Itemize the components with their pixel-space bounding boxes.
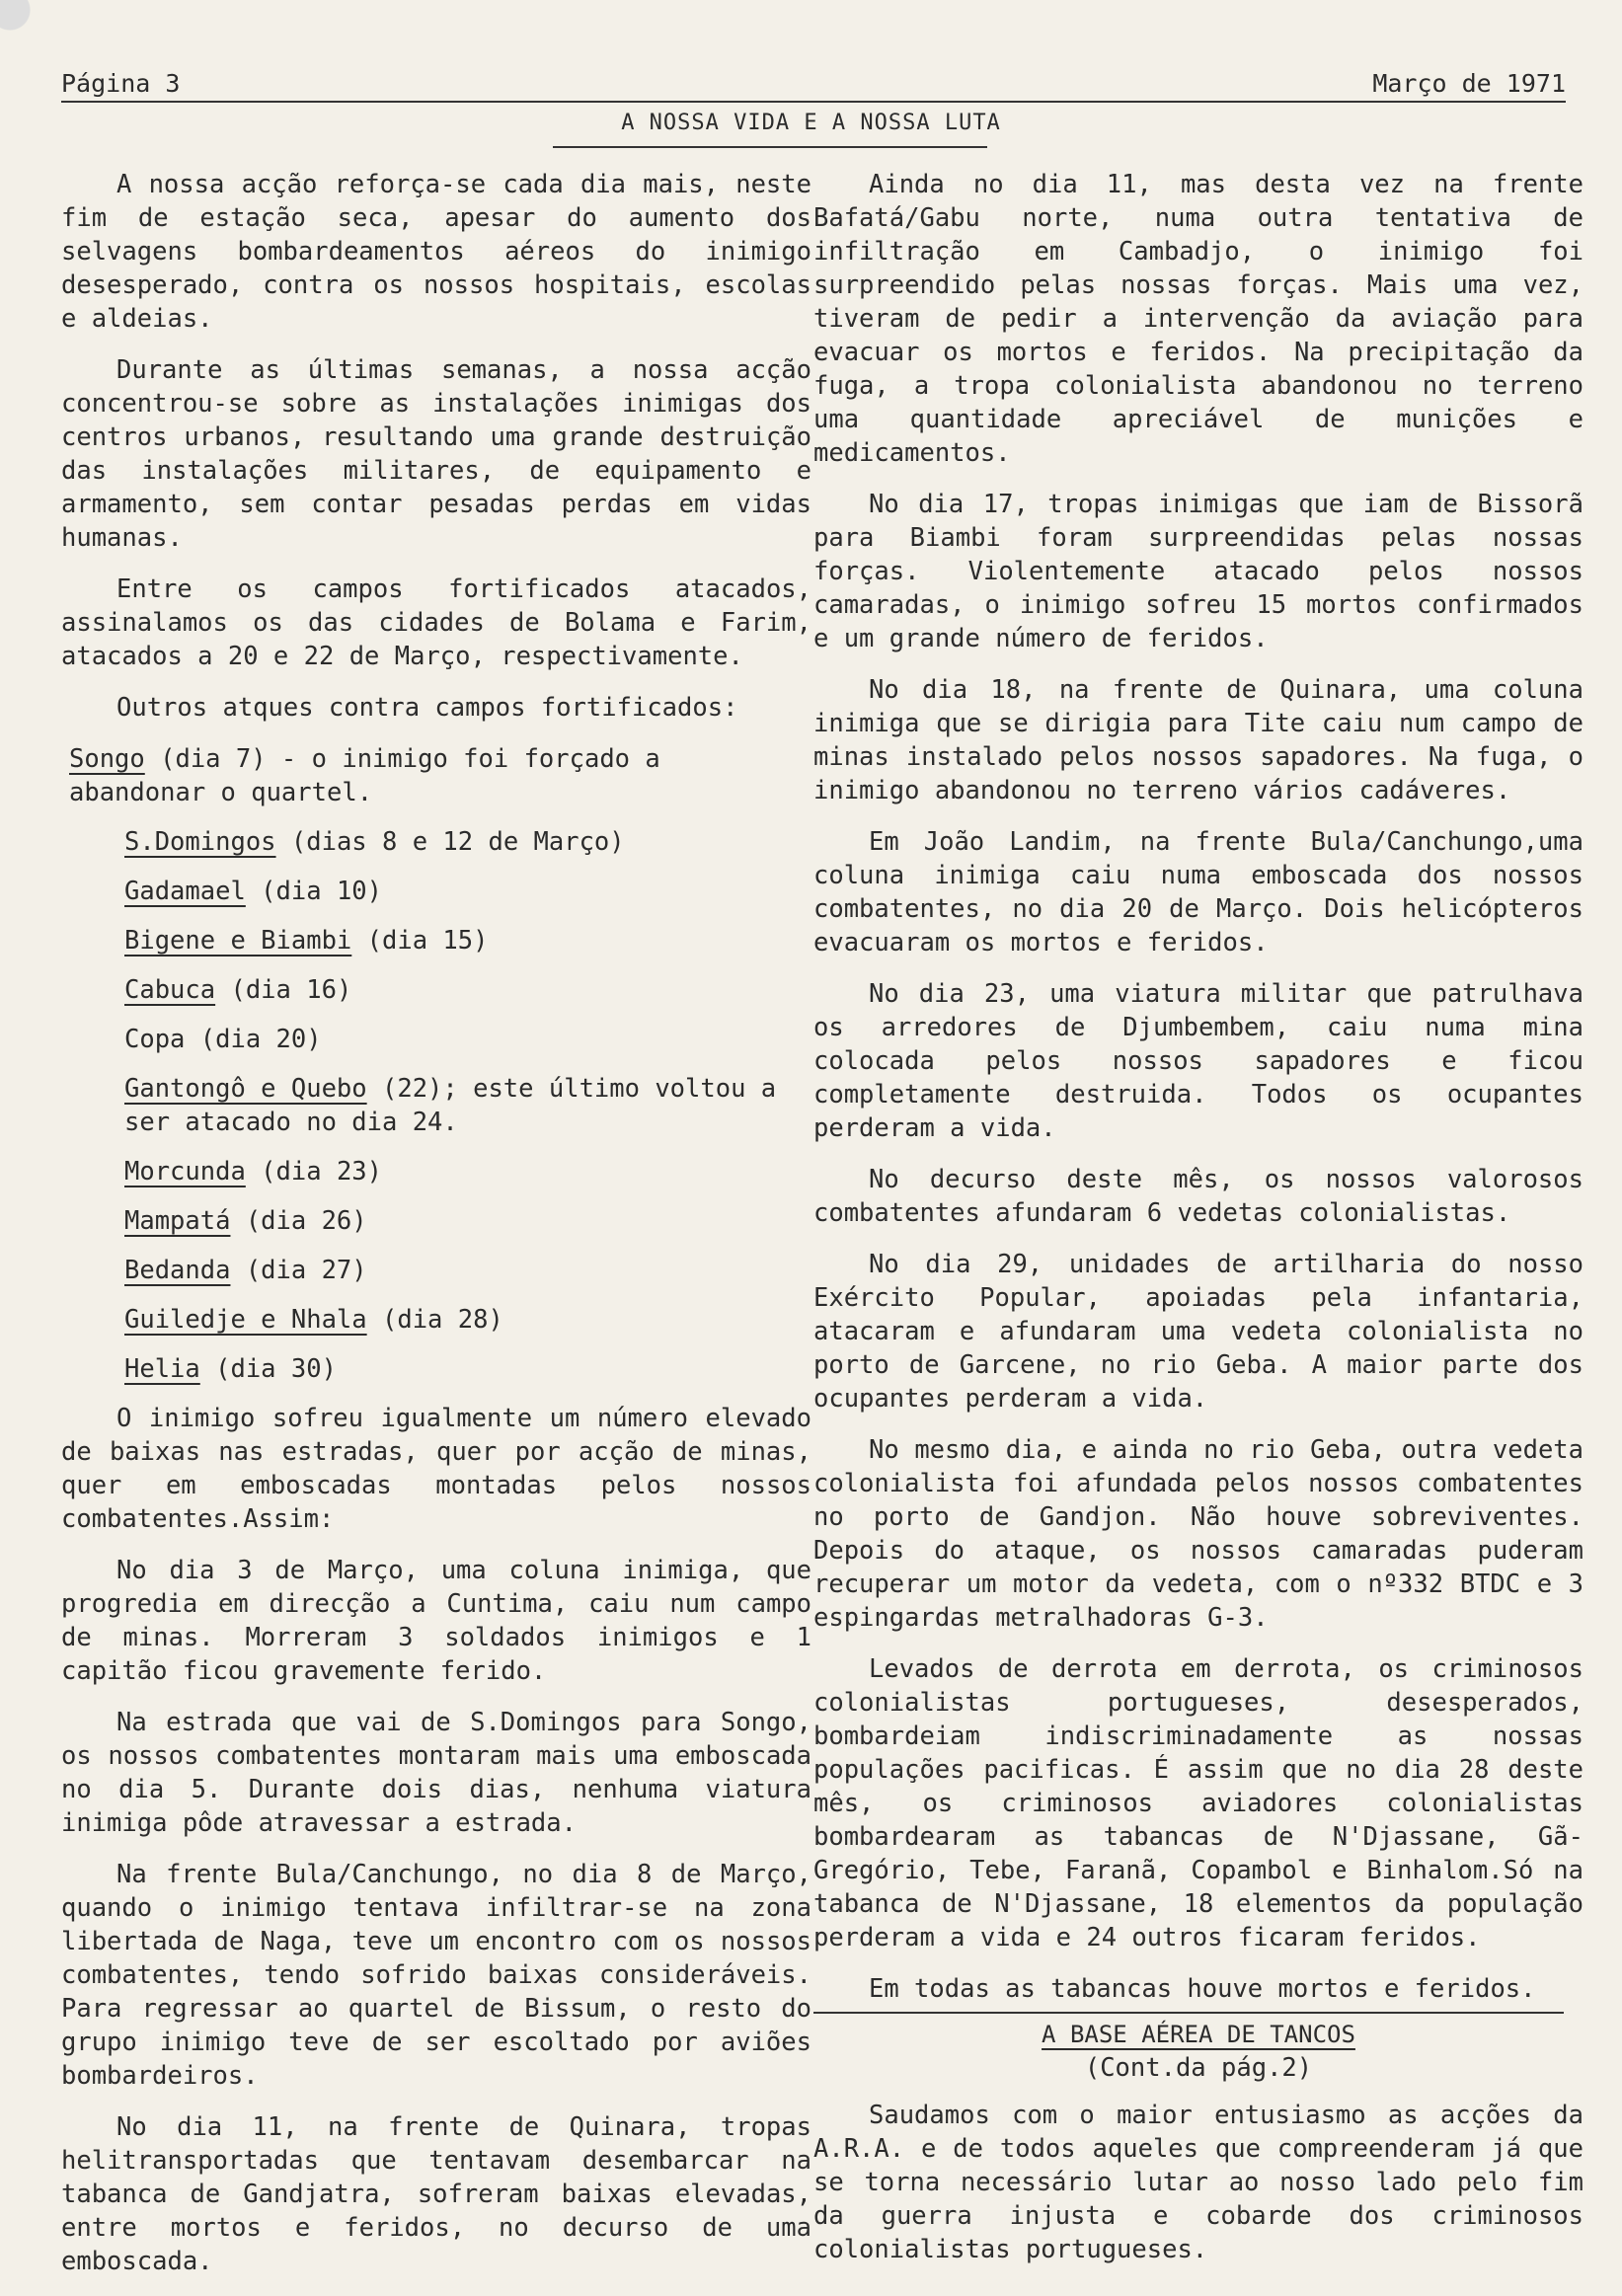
place-name: S.Domingos: [124, 827, 276, 857]
list-item: [124, 1204, 811, 1238]
section-title: A NOSSA VIDA E A NOSSA LUTA: [621, 111, 1001, 135]
list-item: [124, 1072, 811, 1139]
list-item: [124, 825, 811, 859]
paragraph: Em todas as tabancas houve mortos e feridos.: [869, 1974, 1536, 2004]
list-item: [124, 1254, 811, 1287]
list-item: [124, 1023, 811, 1056]
paragraph: No dia 17, tropas inimigas que iam de Bissorã para Biambi foram surpreendidas pelas nossas forças. Violentemente atacado pelos nossos camaradas, o inimigo sofreu 15 mortos confirmados e um grande número de feridos.: [813, 490, 1583, 653]
paragraph: Outros atques contra campos fortificados:: [116, 693, 738, 723]
list-detail: (22); este último voltou a ser atacado no dia 24.: [124, 1074, 777, 1137]
place-name: Cabuca: [124, 975, 216, 1005]
list-detail: Copa (dia 20): [124, 1025, 322, 1054]
list-detail: (dia 16): [215, 975, 352, 1005]
page-corner-damage: [0, 0, 69, 59]
place-name: Mampatá: [124, 1206, 231, 1236]
paragraph: Em João Landim, na frente Bula/Canchungo,uma coluna inimiga caiu numa emboscada dos nossos combatentes, no dia 20 de Março. Dois helicópteros evacuaram os mortos e feridos.: [813, 827, 1583, 957]
list-detail: (dia 26): [230, 1206, 367, 1236]
subsection-title: A BASE AÉREA DE TANCOS: [1042, 2021, 1355, 2048]
list-item: [69, 742, 811, 809]
paragraph: No decurso deste mês, os nossos valorosos combatentes afundaram 6 vedetas colonialistas.: [813, 1165, 1583, 1228]
list-detail: (dia 28): [366, 1305, 503, 1335]
paragraph: No dia 18, na frente de Quinara, uma coluna inimiga que se dirigia para Tite caiu num campo de minas instalado pelos nossos sapadores. Na fuga, o inimigo abandonou no terreno vários cadáveres.: [813, 675, 1583, 805]
place-name: Bigene e Biambi: [124, 926, 352, 956]
list-detail: (dia 10): [245, 877, 382, 906]
list-item: [124, 924, 811, 957]
list-detail: (dia 15): [351, 926, 489, 956]
paragraph: O inimigo sofreu igualmente um número elevado de baixas nas estradas, quer por acção de minas, quer em emboscadas montadas pelos nossos combatentes.Assim:: [61, 1404, 811, 1534]
paragraph: Ainda no dia 11, mas desta vez na frente Bafatá/Gabu norte, numa outra tentativa de infiltração em Cambadjo, o inimigo foi surpreendido pelas nossas forças. Mais uma vez, tiveram de pedir a intervenção da aviação para evacuar os mortos e feridos. Na precipitação da fuga, a tropa colonialista abandonou no terreno uma quantidade apreciável de munições e medicamentos.: [813, 170, 1583, 468]
list-item: [124, 875, 811, 908]
paragraph: Levados de derrota em derrota, os criminosos colonialistas portugueses, desesperados, bombardeiam indiscriminadamente as nossas populações pacificas. É assim que no dia 28 deste mês, os criminosos aviadores colonialistas bombardearam as tabancas de N'Djassane, Gã-Gregório, Tebe, Faranã, Copambol e Binhalom.Só na tabanca de N'Djassane, 18 elementos da população perderam a vida e 24 outros ficaram feridos.: [813, 1654, 1583, 1952]
paragraph: No dia 23, uma viatura militar que patrulhava os arredores de Djumbembem, caiu numa mina colocada pelos nossos sapadores e ficou completamente destruida. Todos os ocupantes perderam a vida.: [813, 979, 1583, 1143]
paragraph: Durante as últimas semanas, a nossa acção concentrou-se sobre as instalações inimigas dos centros urbanos, resultando uma grande destruição das instalações militares, de equipamento e armamento, sem contar pesadas perdas em vidas humanas.: [61, 355, 811, 553]
paragraph: Na estrada que vai de S.Domingos para Songo, os nossos combatentes montaram mais uma emboscada no dia 5. Durante dois dias, nenhuma viatura inimiga pôde atravessar a estrada.: [61, 1708, 811, 1838]
list-detail: (dia 23): [245, 1157, 382, 1186]
place-name: Bedanda: [124, 1256, 231, 1285]
issue-date: Março de 1971: [1372, 69, 1566, 98]
attack-list: [61, 742, 811, 1386]
paragraph: A nossa acção reforça-se cada dia mais, neste fim de estação seca, apesar do aumento dos selvagens bombardeamentos aéreos do inimigo desesperado, contra os nossos hospitais, escolas e aldeias.: [61, 170, 811, 334]
place-name: Morcunda: [124, 1157, 246, 1186]
paragraph: Na frente Bula/Canchungo, no dia 8 de Março, quando o inimigo tentava infiltrar-se na zona libertada de Naga, teve um encontro com os nossos combatentes, tendo sofrido baixas consideráveis. Para regressar ao quartel de Bissum, o resto do grupo inimigo teve de ser escoltado por aviões bombardeiros.: [61, 1860, 811, 2091]
paragraph: Saudamos com o maior entusiasmo as acções da A.R.A. e de todos aqueles que compreenderam já que se torna necessário lutar ao nosso lado pelo fim da guerra injusta e cobarde dos criminosos colonialistas portugueses.: [813, 2101, 1583, 2264]
list-item: [124, 1352, 811, 1386]
paragraph: No dia 11, na frente de Quinara, tropas helitransportadas que tentavam desembarcar na tabanca de Gandjatra, sofreram baixas elevadas, entre mortos e feridos, no decurso de uma emboscada.: [61, 2112, 811, 2276]
place-name: Gadamael: [124, 877, 246, 906]
paragraph: No dia 29, unidades de artilharia do nosso Exército Popular, apoiadas pela infantaria, atacaram e afundaram uma vedeta colonialista no porto de Garcene, no rio Geba. A maior parte dos ocupantes perderam a vida.: [813, 1250, 1583, 1414]
list-detail: (dia 7) - o inimigo foi forçado a abandonar o quartel.: [69, 744, 660, 807]
list-item: [124, 1303, 811, 1337]
header-rule: [61, 101, 1566, 103]
place-name: Helia: [124, 1354, 200, 1384]
paragraph: Entre os campos fortificados atacados, assinalamos os das cidades de Bolama e Farim, atacados a 20 e 22 de Março, respectivamente.: [61, 574, 811, 671]
list-item: [124, 973, 811, 1007]
place-name: Gantongô e Quebo: [124, 1074, 367, 1104]
left-column: [61, 168, 811, 2296]
paragraph: No dia 3 de Março, uma coluna inimiga, que progredia em direcção a Cuntima, caiu num campo de minas. Morreram 3 soldados inimigos e 1 capitão ficou gravemente ferido.: [61, 1556, 811, 1686]
subsection-continuation: (Cont.da pág.2): [1084, 2053, 1313, 2083]
page-header: [61, 69, 1566, 99]
paragraph: No mesmo dia, e ainda no rio Geba, outra vedeta colonialista foi afundada pelos nossos combatentes no porto de Gandjon. Não houve sobreviventes. Depois do ataque, os nossos camaradas puderam recuperar um motor da vedeta, com o nº332 BTDC e 3 espingardas metralhadoras G-3.: [813, 1435, 1583, 1633]
right-column: [813, 168, 1583, 2284]
page-number: Página 3: [61, 69, 181, 98]
list-detail: (dia 27): [230, 1256, 367, 1285]
place-name: Songo: [69, 744, 145, 774]
list-detail: (dias 8 e 12 de Março): [275, 827, 625, 857]
place-name: Guiledje e Nhala: [124, 1305, 367, 1335]
section-title-rule: [553, 146, 987, 148]
article-end-rule: [813, 2012, 1564, 2014]
list-item: [124, 1155, 811, 1188]
list-detail: (dia 30): [199, 1354, 337, 1384]
